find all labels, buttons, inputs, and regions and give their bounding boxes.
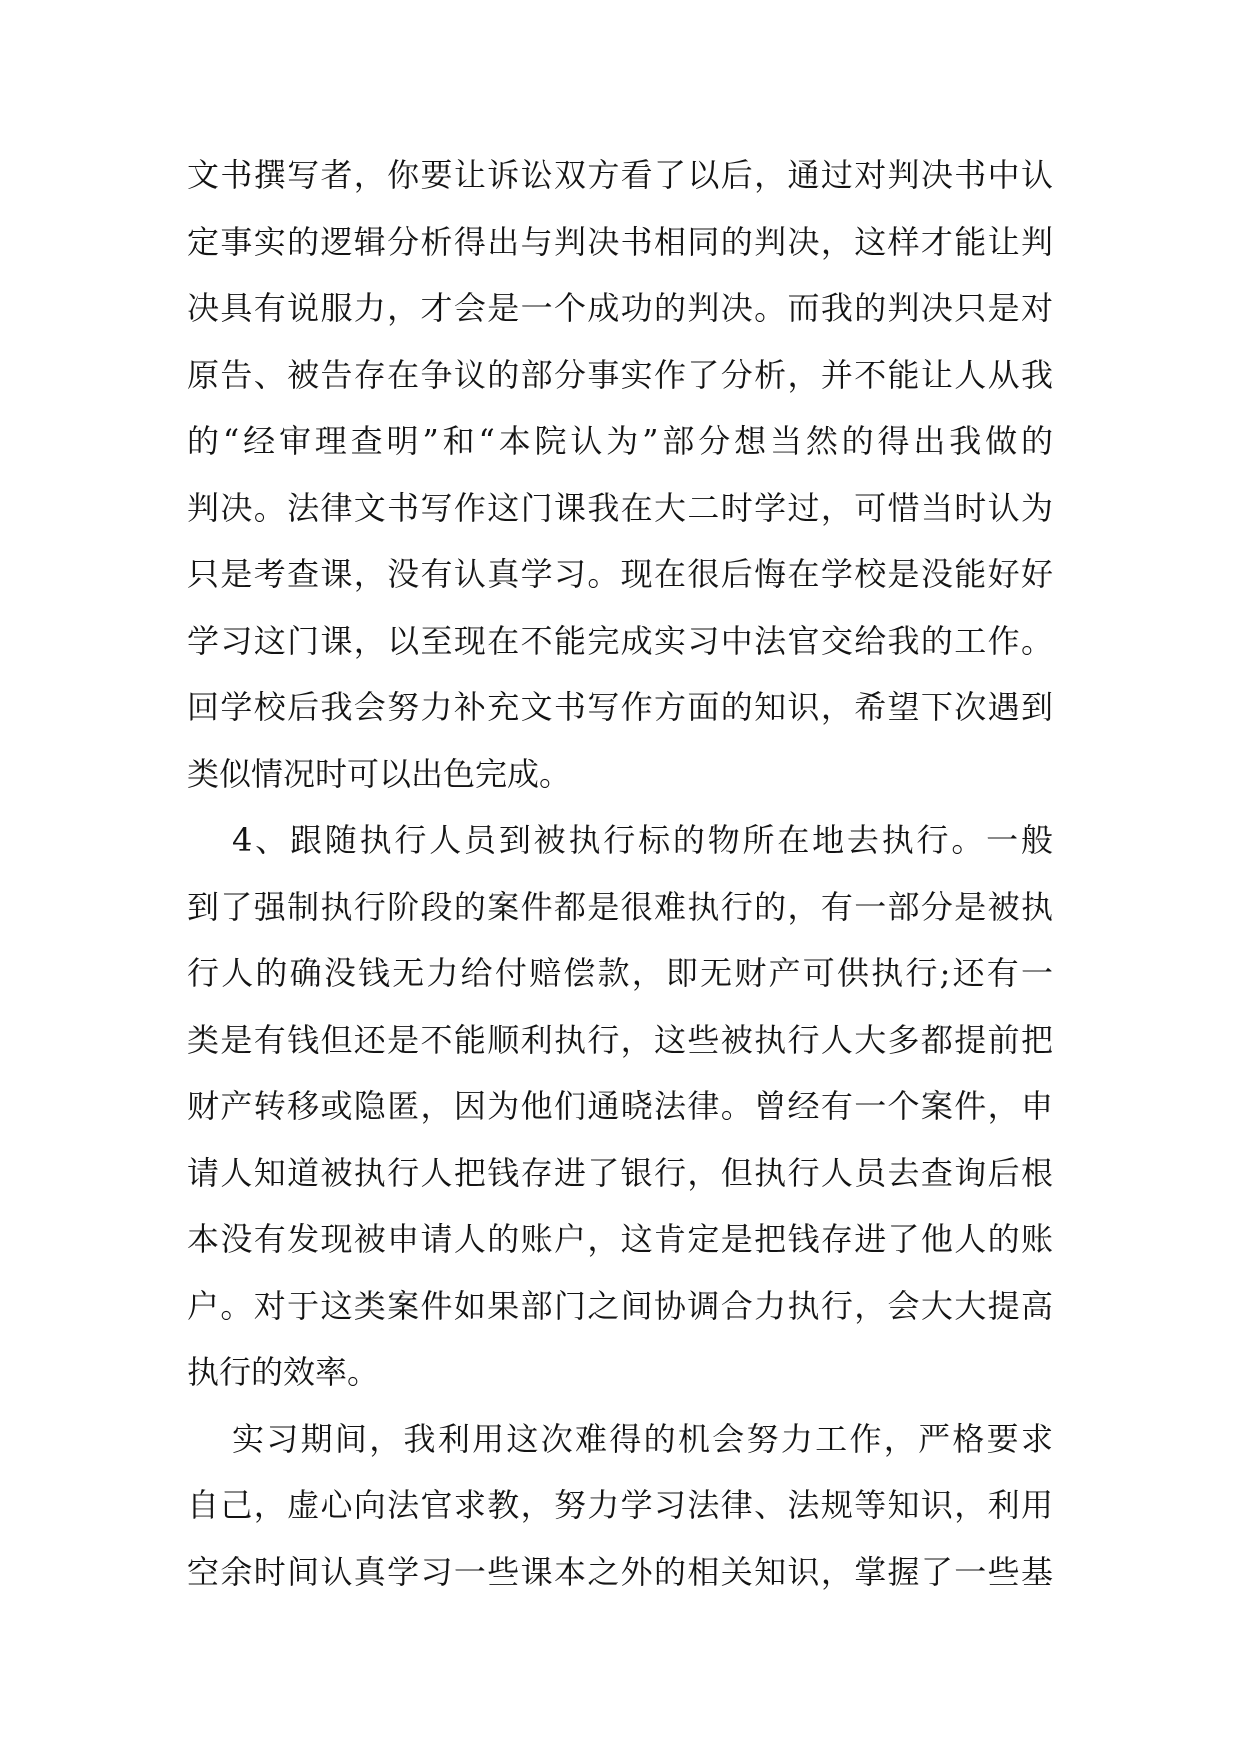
- paragraph-internship-period: [187, 1406, 1053, 1606]
- text-line: 判决。法律文书写作这门课我在大二时学过，可惜当时认为: [187, 488, 1053, 527]
- text-line: 财产转移或隐匿，因为他们通晓法律。曾经有一个案件，申: [187, 1087, 1053, 1125]
- text-line: 类似情况时可以出色完成。: [187, 754, 572, 793]
- text-line: 自己，虚心向法官求教，努力学习法律、法规等知识，利用: [187, 1486, 1053, 1524]
- text-line: 文书撰写者，你要让诉讼双方看了以后，通过对判决书中认: [187, 156, 1053, 194]
- text-line: 实习期间，我利用这次难得的机会努力工作，严格要求: [232, 1419, 1053, 1458]
- text-line: 决具有说服力，才会是一个成功的判决。而我的判决只是对: [187, 289, 1053, 327]
- text-line: 类是有钱但还是不能顺利执行，这些被执行人大多都提前把: [187, 1020, 1053, 1059]
- text-line: 回学校后我会努力补充文书写作方面的知识，希望下次遇到: [187, 688, 1053, 726]
- body-text: [187, 142, 1053, 1605]
- text-line: 只是考查课，没有认真学习。现在很后悔在学校是没能好好: [187, 555, 1053, 593]
- text-line: 户。对于这类案件如果部门之间协调合力执行，会大大提高: [187, 1286, 1053, 1325]
- text-line: 执行的效率。: [187, 1353, 380, 1391]
- text-line: 本没有发现被申请人的账户，这肯定是把钱存进了他人的账: [187, 1220, 1053, 1258]
- text-line: 原告、被告存在争议的部分事实作了分析，并不能让人从我: [187, 355, 1053, 394]
- text-line: 请人知道被执行人把钱存进了银行，但执行人员去查询后根: [187, 1153, 1053, 1192]
- text-line: 学习这门课，以至现在不能完成实习中法官交给我的工作。: [187, 621, 1053, 660]
- text-line: 行人的确没钱无力给付赔偿款，即无财产可供执行;还有一: [187, 954, 1053, 992]
- paragraph-item-4: [187, 807, 1053, 1406]
- paragraph-continued: [187, 142, 1053, 807]
- text-line: 空余时间认真学习一些课本之外的相关知识，掌握了一些基: [187, 1552, 1053, 1591]
- text-line: 到了强制执行阶段的案件都是很难执行的，有一部分是被执: [187, 887, 1053, 926]
- text-line: 定事实的逻辑分析得出与判决书相同的判决，这样才能让判: [187, 222, 1053, 261]
- text-line: 的“经审理查明”和“本院认为”部分想当然的得出我做的: [187, 422, 1053, 460]
- text-line: 4、跟随执行人员到被执行标的物所在地去执行。一般: [232, 821, 1053, 859]
